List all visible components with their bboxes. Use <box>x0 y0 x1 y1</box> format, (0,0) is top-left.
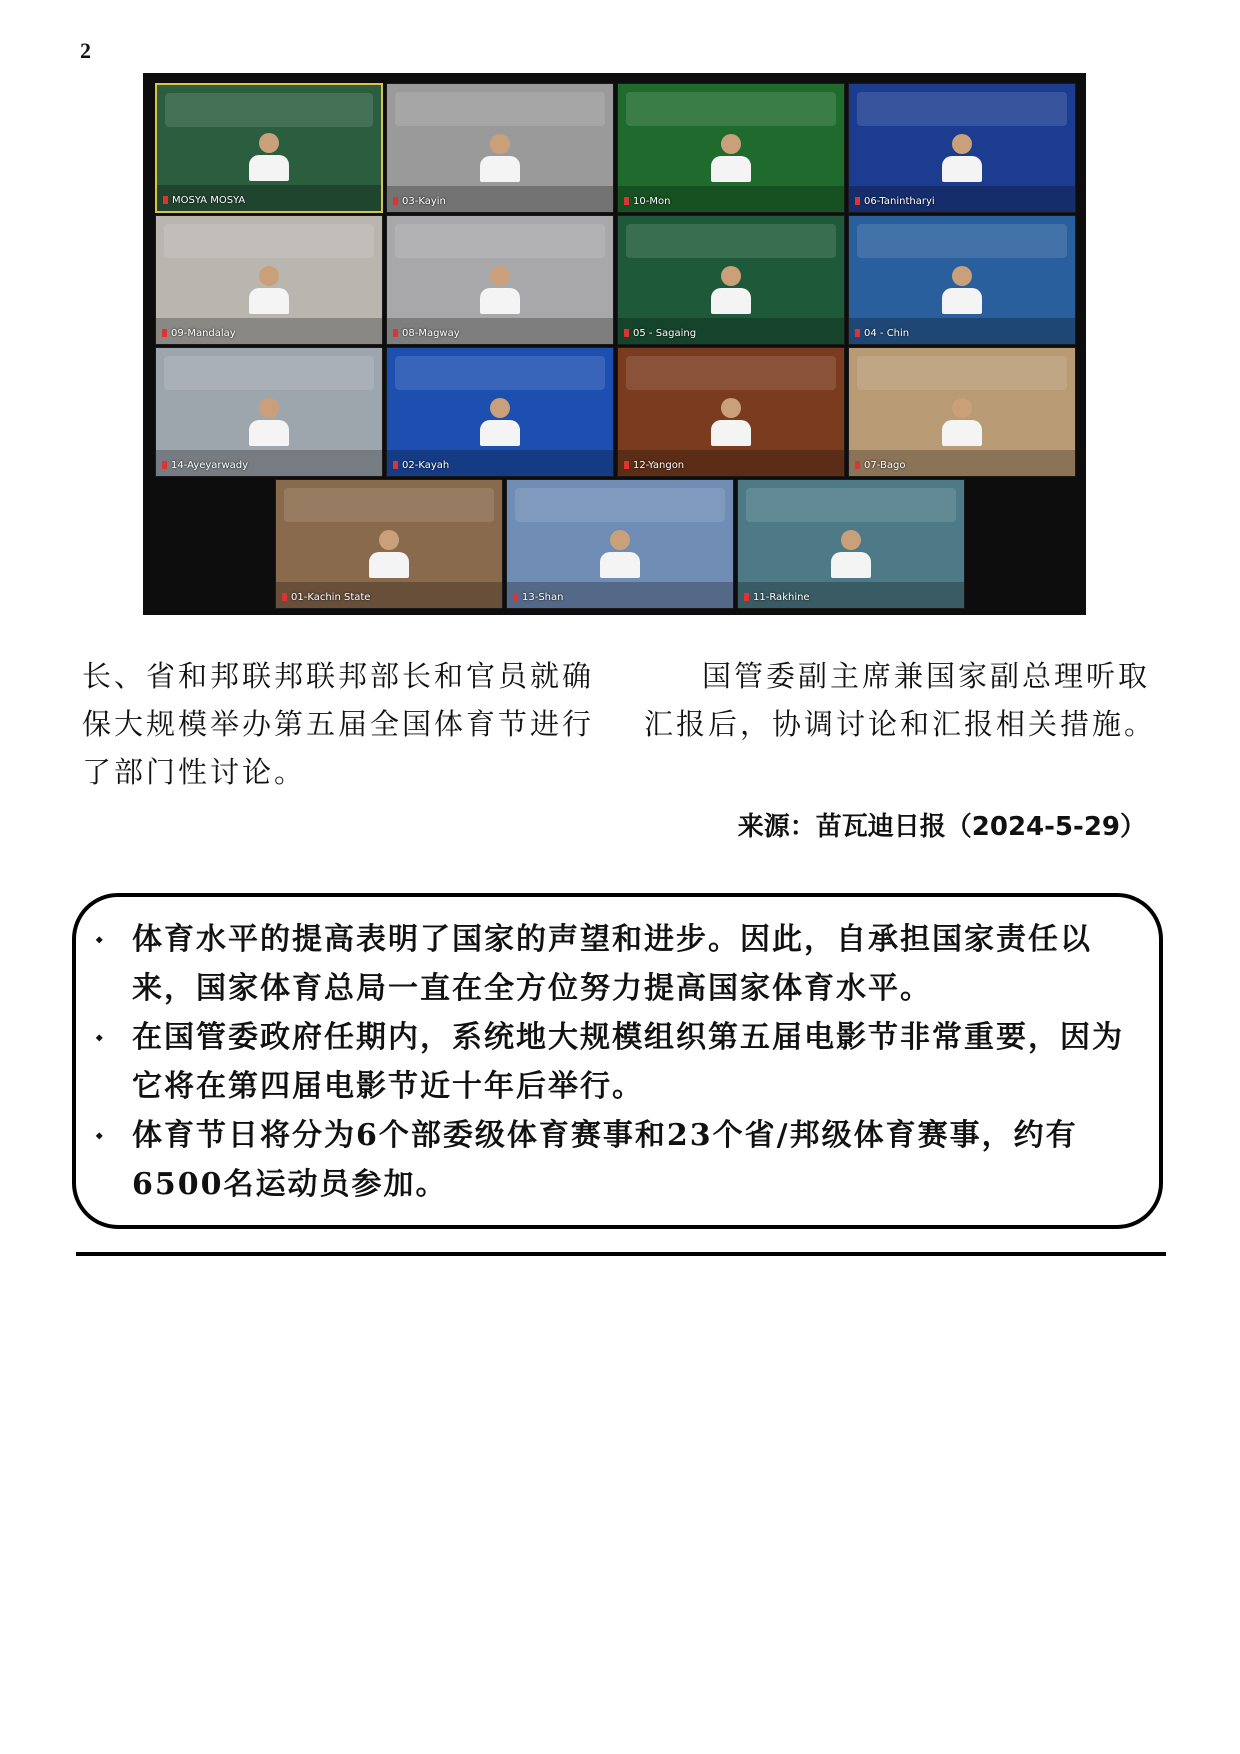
source-line: 来源：苗瓦迪日报（2024-5-29） <box>737 812 1146 842</box>
office-banner <box>626 356 836 390</box>
participant-figure <box>711 134 751 182</box>
conference-tile <box>737 479 965 609</box>
conference-tile <box>386 83 614 213</box>
bullet-list <box>96 915 1129 1209</box>
tile-name-tag: 03-Kayin <box>393 196 446 207</box>
conference-tile <box>155 83 383 213</box>
bullet-icon: ⬩ <box>96 929 105 950</box>
office-banner <box>284 488 494 522</box>
office-banner <box>857 356 1067 390</box>
bullet-icon: ⬩ <box>96 1125 105 1146</box>
office-banner <box>395 92 605 126</box>
tile-name-tag: 14-Ayeyarwady <box>162 460 248 471</box>
participant-figure <box>942 266 982 314</box>
office-banner <box>626 224 836 258</box>
participant-figure <box>249 398 289 446</box>
tile-name-tag: 08-Magway <box>393 328 460 339</box>
tile-name-tag: 02-Kayah <box>393 460 449 471</box>
conference-tile <box>386 347 614 477</box>
conference-tile <box>617 83 845 213</box>
tile-name-tag: 13-Shan <box>513 592 563 603</box>
paragraph-left: 长、省和邦联邦联邦部长和官员就确保大规模举办第五届全国体育节进行了部门性讨论。 <box>82 659 595 789</box>
tile-name-tag: 04 - Chin <box>855 328 909 339</box>
conference-tile <box>155 347 383 477</box>
tile-name-tag: 11-Rakhine <box>744 592 810 603</box>
conference-tile <box>386 215 614 345</box>
tile-name-tag: 10-Mon <box>624 196 670 207</box>
conference-tile <box>617 347 845 477</box>
conference-tile <box>275 479 503 609</box>
office-banner <box>165 93 373 127</box>
conference-tile <box>155 215 383 345</box>
tile-name-tag: 05 - Sagaing <box>624 328 696 339</box>
tile-name-tag: 09-Mandalay <box>162 328 236 339</box>
participant-figure <box>942 134 982 182</box>
bullet-text: 体育水平的提高表明了国家的声望和进步。因此，自承担国家责任以来，国家体育总局一直在全方位努力提高国家体育水平。 <box>132 922 1092 1006</box>
participant-figure <box>249 133 289 181</box>
section-divider <box>76 1252 1166 1256</box>
participant-figure <box>369 530 409 578</box>
bullet-text: 体育节日将分为6个部委级体育赛事和23个省/邦级体育赛事，约有6500名运动员参加。 <box>132 1118 1078 1202</box>
conference-tile <box>848 347 1076 477</box>
page-number: 2 <box>80 38 91 63</box>
office-banner <box>164 224 374 258</box>
conference-tile <box>617 215 845 345</box>
conference-tile <box>848 83 1076 213</box>
participant-figure <box>249 266 289 314</box>
bullet-item <box>96 915 1129 1013</box>
participant-figure <box>480 398 520 446</box>
participant-figure <box>831 530 871 578</box>
tile-name-tag: 01-Kachin State <box>282 592 370 603</box>
bullet-icon: ⬩ <box>96 1027 105 1048</box>
office-banner <box>746 488 956 522</box>
participant-figure <box>711 398 751 446</box>
conference-tile <box>848 215 1076 345</box>
video-conference-photo <box>143 73 1086 615</box>
office-banner <box>164 356 374 390</box>
participant-figure <box>711 266 751 314</box>
tile-name-tag: 12-Yangon <box>624 460 684 471</box>
paragraph-right: 国管委副主席兼国家副总理听取汇报后，协调讨论和汇报相关措施。 <box>644 659 1157 741</box>
tile-name-tag: 06-Tanintharyi <box>855 196 935 207</box>
participant-figure <box>600 530 640 578</box>
participant-figure <box>480 134 520 182</box>
office-banner <box>857 92 1067 126</box>
office-banner <box>515 488 725 522</box>
office-banner <box>626 92 836 126</box>
conference-tile <box>506 479 734 609</box>
participant-figure <box>942 398 982 446</box>
office-banner <box>857 224 1067 258</box>
tile-name-tag: 07-Bago <box>855 460 905 471</box>
participant-figure <box>480 266 520 314</box>
office-banner <box>395 224 605 258</box>
highlights-box <box>72 893 1163 1229</box>
bullet-item <box>96 1111 1129 1209</box>
bullet-item <box>96 1013 1129 1111</box>
office-banner <box>395 356 605 390</box>
tile-name-tag: MOSYA MOSYA <box>163 195 245 206</box>
bullet-text: 在国管委政府任期内，系统地大规模组织第五届电影节非常重要，因为它将在第四届电影节近十年后举行。 <box>132 1020 1124 1104</box>
